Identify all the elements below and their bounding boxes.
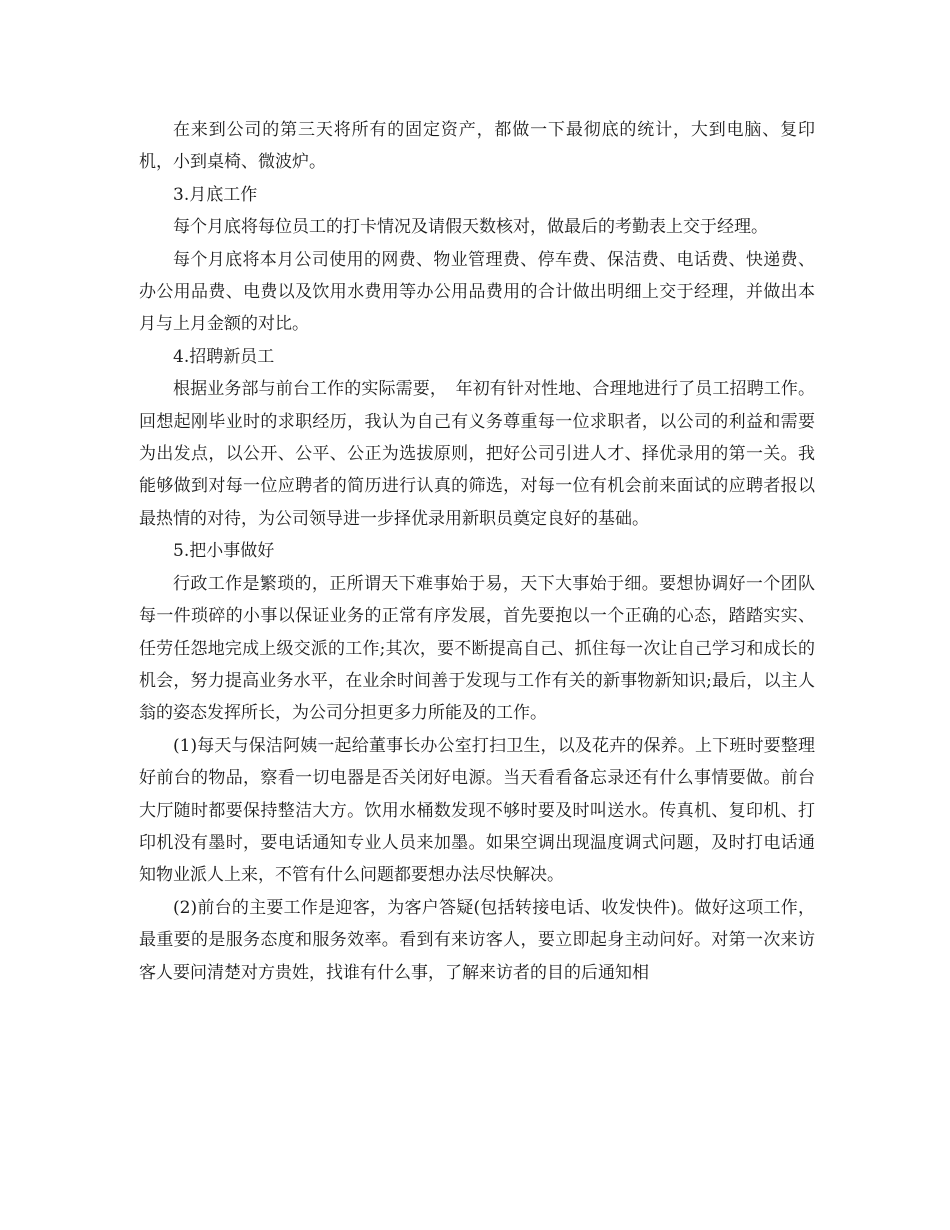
paragraph-fixed-assets: 在来到公司的第三天将所有的固定资产，都做一下最彻底的统计，大到电脑、复印机，小到桌椅、微波炉。 (139, 120, 815, 173)
heading-month-end-work: 3.月底工作 (173, 184, 258, 205)
paragraph-front-desk: (2)前台的主要工作是迎客，为客户答疑(包括转接电话、收发快件)。做好这项工作，最重要的是服务态度和服务效率。看到有来访客人，要立即起身主动问好。对第一次来访客人要问清楚对方贵姓，找谁有什么事，了解来访者的目的后通知相 (139, 897, 815, 983)
paragraph-daily-duties: (1)每天与保洁阿姨一起给董事长办公室打扫卫生，以及花卉的保养。上下班时要整理好前台的物品，察看一切电器是否关闭好电源。当天看看备忘录还有什么事情要做。前台大厅随时都要保持整洁大方。饮用水桶数发现不够时要及时叫送水。传真机、复印机、打印机没有墨时，要电话通知专业人员来加墨。如果空调出现温度调式问题，及时打电话通知物业派人上来，不管有什么问题都要想办法尽快解决。 (139, 735, 815, 886)
heading-small-things: 5.把小事做好 (173, 541, 275, 562)
paragraph-admin-work: 行政工作是繁琐的，正所谓天下难事始于易，天下大事始于细。要想协调好一个团队每一件琐碎的小事以保证业务的正常有序发展，首先要抱以一个正确的心态，踏踏实实、任劳任怨地完成上级交派的工作;其次，要不断提高自己、抓住每一次让自己学习和成长的机会，努力提高业务水平，在业余时间善于发现与工作有关的新事物新知识;最后，以主人翁的姿态发挥所长，为公司分担更多力所能及的工作。 (139, 573, 815, 724)
paragraph-recruitment: 根据业务部与前台工作的实际需要， 年初有针对性地、合理地进行了员工招聘工作。回想起刚毕业时的求职经历，我认为自己有义务尊重每一位求职者，以公司的利益和需要为出发点，以公开、公平、公正为选拔原则，把好公司引进人才、择优录用的第一关。我能够做到对每一位应聘者的简历进行认真的筛选，对每一位有机会前来面试的应聘者报以最热情的对待，为公司领导进一步择优录用新职员奠定良好的基础。 (139, 379, 815, 529)
heading-recruit-staff: 4.招聘新员工 (173, 346, 275, 367)
paragraph-attendance: 每个月底将每位员工的打卡情况及请假天数核对，做最后的考勤表上交于经理。 (173, 217, 768, 238)
document-body (139, 114, 815, 989)
paragraph-expenses: 每个月底将本月公司使用的网费、物业管理费、停车费、保洁费、电话费、快递费、办公用品费、电费以及饮用水费用等办公用品费用的合计做出明细上交于经理，并做出本月与上月金额的对比。 (139, 249, 815, 335)
